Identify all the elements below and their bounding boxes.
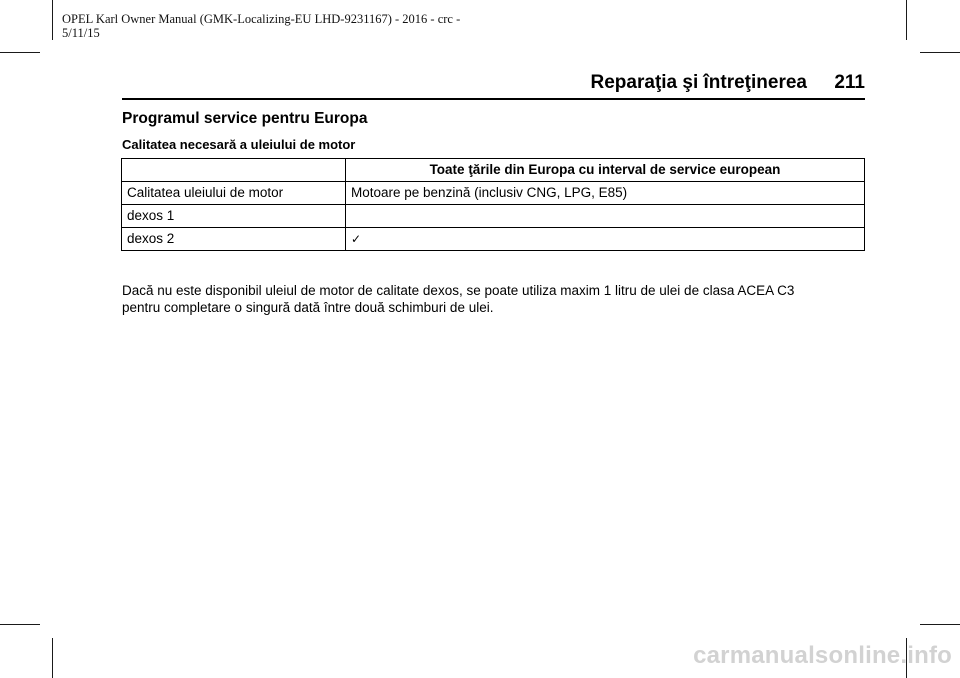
- crop-mark: [0, 52, 40, 53]
- crop-mark: [52, 638, 53, 678]
- note-line: pentru completare o singură dată între două schimburi de ulei.: [122, 300, 494, 315]
- meta-line: 5/11/15: [62, 26, 100, 40]
- page-number: 211: [834, 72, 865, 93]
- table-header-row: [122, 159, 865, 182]
- crop-mark: [52, 0, 53, 40]
- watermark: carmanualsonline.info: [693, 642, 952, 669]
- crop-mark: [906, 0, 907, 40]
- crop-mark: [920, 52, 960, 53]
- note-paragraph: [122, 282, 862, 316]
- table-row: [122, 228, 865, 251]
- header-rule: [122, 98, 865, 100]
- table-row: [122, 205, 865, 228]
- crop-mark: [920, 624, 960, 625]
- check-icon: ✓: [351, 232, 362, 246]
- table-row: [122, 182, 865, 205]
- table-cell: dexos 2: [122, 228, 346, 251]
- table-cell: Motoare pe benzină (inclusiv CNG, LPG, E85): [346, 182, 865, 205]
- chapter-title: Reparaţia şi întreţinerea: [590, 72, 807, 93]
- table-caption: Calitatea necesară a uleiului de motor: [122, 137, 356, 152]
- table-header-cell: Toate ţările din Europa cu interval de service european: [346, 159, 865, 182]
- crop-mark: [0, 624, 40, 625]
- section-title: Programul service pentru Europa: [122, 110, 368, 127]
- table-cell: dexos 1: [122, 205, 346, 228]
- table-cell: [346, 228, 865, 251]
- running-header: [122, 72, 865, 94]
- note-line: Dacă nu este disponibil uleiul de motor de calitate dexos, se poate utiliza maxim 1 litru de ulei de clasa ACEA C3: [122, 283, 795, 298]
- table-cell: [346, 205, 865, 228]
- table-cell: Calitatea uleiului de motor: [122, 182, 346, 205]
- document-meta: [62, 12, 460, 40]
- oil-quality-table: [121, 158, 865, 251]
- meta-line: OPEL Karl Owner Manual (GMK-Localizing-EU LHD-9231167) - 2016 - crc -: [62, 12, 461, 26]
- table-header-cell: [122, 159, 346, 182]
